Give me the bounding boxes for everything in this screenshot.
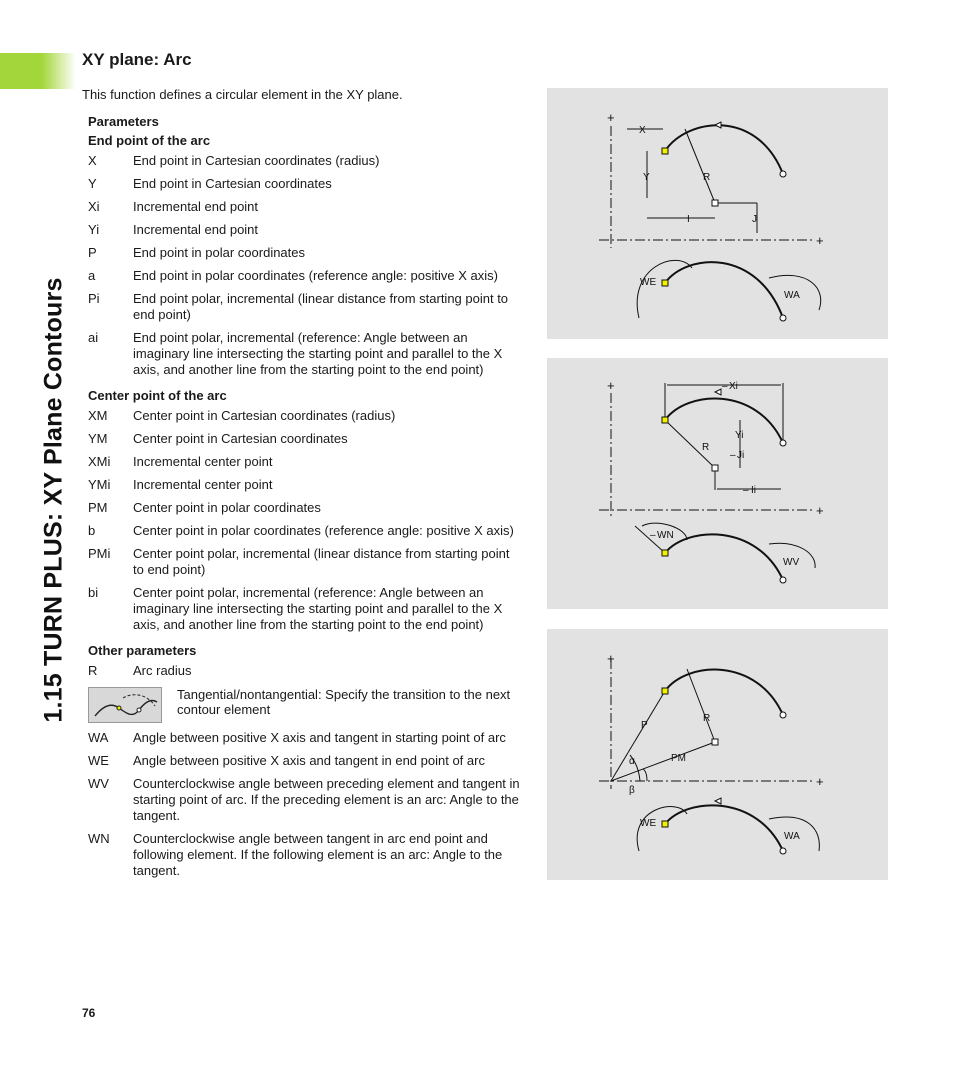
parameter-row	[88, 245, 520, 261]
parameter-row	[88, 687, 520, 723]
intro-text: This function defines a circular element in the XY plane.	[82, 87, 403, 102]
parameter-key: b	[88, 523, 96, 538]
parameter-key: Pi	[88, 291, 100, 306]
i-label: I	[687, 214, 690, 225]
section-title: End point of the arc	[88, 133, 211, 148]
parameter-row	[88, 199, 520, 215]
end-point-marker	[780, 171, 786, 177]
wn-label: WN	[657, 530, 674, 541]
parameter-row	[88, 585, 520, 633]
parameter-row	[88, 291, 520, 323]
p-label: P	[641, 720, 648, 731]
lower-start-point-marker	[662, 821, 668, 827]
pm-label: PM	[671, 753, 686, 764]
direction-arrow-icon	[715, 798, 721, 804]
parameter-row	[88, 454, 520, 470]
parameter-key: R	[88, 663, 98, 678]
parameter-row	[88, 730, 520, 746]
parameter-key: Xi	[88, 199, 100, 214]
parameter-description: End point in Cartesian coordinates	[133, 176, 332, 191]
ji-label: Ji	[737, 450, 745, 461]
polar-distance-line	[611, 691, 665, 781]
start-point-marker	[662, 148, 668, 154]
y-axis-plus-label: +	[607, 378, 615, 393]
parameter-description: Incremental center point	[133, 454, 273, 469]
ii-label: Ii	[751, 485, 756, 496]
parameter-description: Tangential/nontangential: Specify the transition to the next contour element	[177, 687, 511, 717]
r-label: R	[703, 172, 711, 183]
parameter-description: Incremental end point	[133, 222, 259, 237]
start-point-marker	[662, 417, 668, 423]
parameter-key: PMi	[88, 546, 111, 561]
center-point-marker	[712, 200, 718, 206]
parameter-row	[88, 268, 520, 284]
x-label: X	[639, 125, 646, 136]
parameter-row	[88, 153, 520, 169]
wv-label: WV	[783, 557, 800, 568]
parameter-row	[88, 408, 520, 424]
parameter-description: End point in Cartesian coordinates (radius)	[133, 153, 380, 168]
parameter-row	[88, 477, 520, 493]
parameter-description: End point polar, incremental (reference: Angle between an imaginary line intersecting the starting point and parallel to the X axis, and another line from the starting point to the end point)	[133, 330, 503, 377]
polar-center-line	[611, 742, 715, 781]
center-point-marker	[712, 739, 718, 745]
j-label: J	[752, 214, 757, 225]
parameter-key: ai	[88, 330, 99, 345]
r-label: R	[702, 442, 710, 453]
parameter-row	[88, 330, 520, 378]
parameter-key: WE	[88, 753, 109, 768]
parameter-key: WN	[88, 831, 110, 846]
parameter-description: End point polar, incremental (linear distance from starting point to end point)	[133, 291, 509, 322]
radius-line	[687, 669, 715, 742]
beta-label: β	[629, 785, 635, 796]
arc-curve	[665, 670, 783, 715]
wa-label: WA	[784, 831, 800, 842]
y-axis-plus-label: +	[607, 110, 615, 125]
parameter-key: WV	[88, 776, 109, 791]
parameter-key: X	[88, 153, 97, 168]
parameter-key: P	[88, 245, 97, 260]
parameter-row	[88, 176, 520, 192]
parameter-description: Incremental center point	[133, 477, 273, 492]
wn-minus: –	[650, 530, 656, 541]
end-point-marker	[662, 688, 668, 694]
parameter-key: bi	[88, 585, 99, 600]
section-title: Other parameters	[88, 643, 197, 658]
lower-arc-curve	[665, 805, 783, 851]
y-axis-plus-label: +	[607, 651, 615, 666]
lower-end-point-marker	[780, 577, 786, 583]
lower-arc-curve	[665, 534, 783, 580]
tangent-transition-icon	[88, 687, 162, 723]
yi-label: Yi	[735, 430, 744, 441]
arc-curve	[665, 125, 783, 174]
end-point-marker	[780, 440, 786, 446]
parameter-row	[88, 546, 520, 578]
r-label: R	[703, 713, 711, 724]
we-label: WE	[640, 277, 657, 288]
parameter-row	[88, 523, 520, 539]
page-number: 76	[82, 1006, 96, 1020]
parameter-description: Center point in Cartesian coordinates	[133, 431, 348, 446]
parameter-list	[88, 112, 520, 879]
section-title: Center point of the arc	[88, 388, 227, 403]
parameter-row	[88, 222, 520, 238]
parameter-description: Center point in Cartesian coordinates (radius)	[133, 408, 396, 423]
parameter-key: YM	[88, 431, 108, 446]
ji-minus: –	[730, 450, 736, 461]
parameter-row	[88, 431, 520, 447]
radius-line	[685, 129, 715, 203]
y-label: Y	[643, 172, 650, 183]
lower-end-point-marker	[780, 848, 786, 854]
chapter-title: 1.15 TURN PLUS: XY Plane Contours	[39, 277, 68, 723]
parameter-row	[88, 663, 520, 679]
parameter-description: Center point in polar coordinates (reference angle: positive X axis)	[133, 523, 514, 538]
xi-minus: –	[722, 381, 728, 392]
we-label: WE	[640, 818, 657, 829]
x-axis-plus-label: +	[816, 774, 824, 789]
xi-label: Xi	[729, 381, 738, 392]
parameter-key: PM	[88, 500, 108, 515]
lower-start-point-marker	[662, 280, 668, 286]
parameter-description: Angle between positive X axis and tangent in end point of arc	[133, 753, 485, 768]
parameter-description: End point in polar coordinates	[133, 245, 306, 260]
ii-minus: –	[743, 485, 749, 496]
parameter-row	[88, 776, 520, 824]
figure-polar-end-point	[547, 629, 888, 880]
parameter-key: Y	[88, 176, 97, 191]
parameter-description: Incremental end point	[133, 199, 259, 214]
parameter-key: WA	[88, 730, 109, 745]
parameter-description: Counterclockwise angle between preceding element and tangent in starting point of arc. If the preceding element is an arc: Angle to the tangent.	[133, 776, 520, 823]
beta-angle-arc	[643, 769, 647, 781]
direction-arrow-icon	[715, 122, 721, 128]
lower-end-point-marker	[780, 315, 786, 321]
start-point-marker	[780, 712, 786, 718]
parameters-title: Parameters	[88, 114, 159, 129]
parameter-key: Yi	[88, 222, 100, 237]
chapter-tab	[0, 53, 76, 89]
wa-label: WA	[784, 290, 800, 301]
parameter-description: Angle between positive X axis and tangent in starting point of arc	[133, 730, 506, 745]
parameter-key: XM	[88, 408, 108, 423]
parameter-description: Counterclockwise angle between tangent in arc end point and following element. If the following element is an arc: Angle to the tangent.	[133, 831, 503, 878]
parameter-sections	[88, 131, 520, 879]
x-axis-plus-label: +	[816, 233, 824, 248]
parameter-key: YMi	[88, 477, 111, 492]
parameter-description: Center point polar, incremental (linear distance from starting point to end point)	[133, 546, 510, 577]
parameter-description: Center point in polar coordinates	[133, 500, 321, 515]
lower-start-point-marker	[662, 550, 668, 556]
figure-incremental-end-point	[547, 358, 888, 609]
lower-arc-curve	[665, 262, 783, 318]
x-axis-plus-label: +	[816, 503, 824, 518]
parameter-row	[88, 500, 520, 516]
alpha-label: α	[629, 756, 635, 767]
parameter-row	[88, 753, 520, 769]
parameter-key: XMi	[88, 454, 111, 469]
center-point-marker	[712, 465, 718, 471]
parameter-description: Arc radius	[133, 663, 192, 678]
direction-arrow-icon	[715, 389, 721, 395]
figure-cartesian-end-point	[547, 88, 888, 339]
parameter-description: End point in polar coordinates (reference angle: positive X axis)	[133, 268, 498, 283]
parameter-description: Center point polar, incremental (reference: Angle between an imaginary line intersecting the starting point and parallel to the X axis, and another line from the starting point to the end point)	[133, 585, 503, 632]
section-heading: XY plane: Arc	[82, 50, 192, 69]
parameter-row	[88, 831, 520, 879]
parameter-key: a	[88, 268, 96, 283]
